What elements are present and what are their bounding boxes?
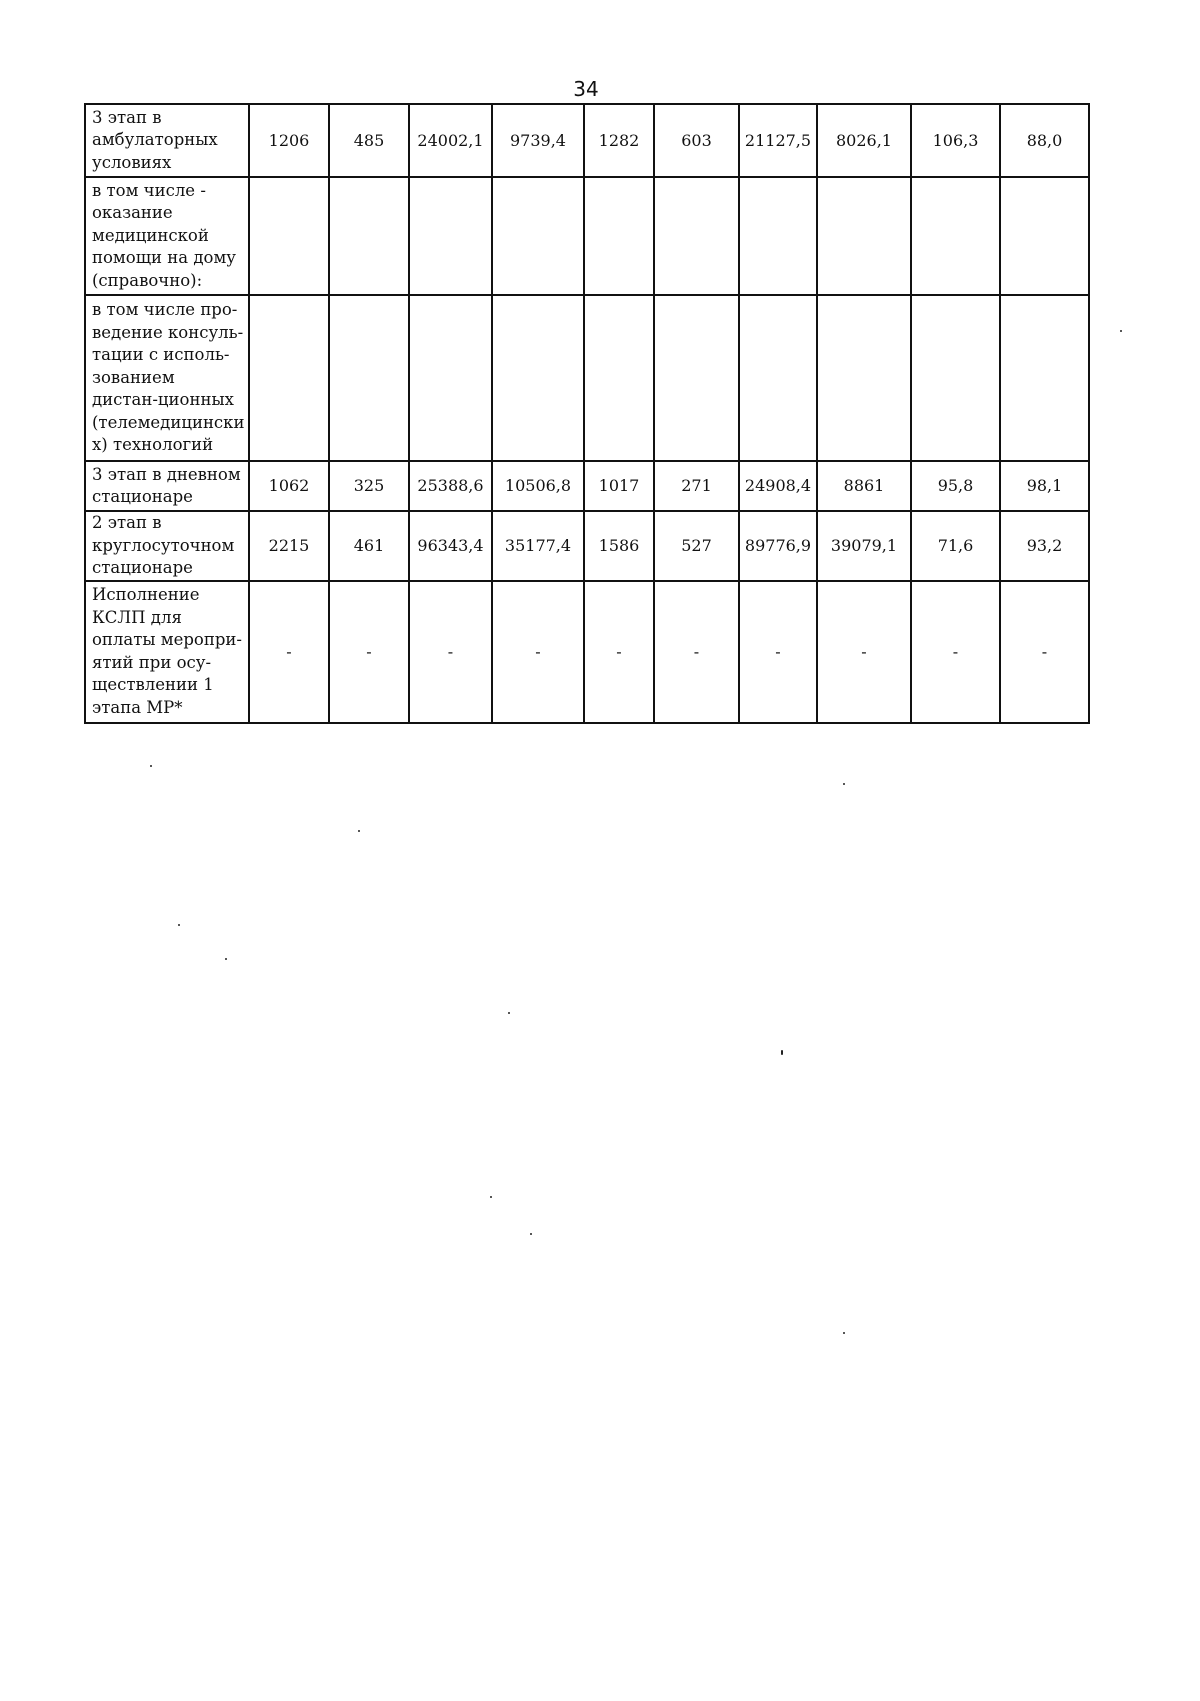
row-label: в том числе - оказание медицинской помощи на дому (справочно): — [85, 177, 249, 295]
table-row — [85, 581, 1089, 723]
table-cell — [739, 177, 817, 295]
table-cell: - — [329, 581, 409, 723]
scan-speck — [358, 830, 360, 832]
scan-speck — [508, 1012, 510, 1014]
table-cell — [654, 295, 739, 461]
scan-speck — [843, 1332, 845, 1334]
table-cell: 10506,8 — [492, 461, 584, 511]
table-cell — [1000, 295, 1089, 461]
table-cell: 1206 — [249, 104, 329, 177]
table-cell — [654, 177, 739, 295]
table-cell: - — [739, 581, 817, 723]
table-cell: - — [584, 581, 654, 723]
scan-speck — [781, 1050, 783, 1055]
scan-speck — [1120, 330, 1122, 332]
table-row — [85, 461, 1089, 511]
table-cell — [249, 295, 329, 461]
table-cell: 2215 — [249, 511, 329, 581]
table-row — [85, 104, 1089, 177]
table-cell — [739, 295, 817, 461]
table-cell: - — [911, 581, 1000, 723]
table-cell: 1282 — [584, 104, 654, 177]
table-cell — [911, 177, 1000, 295]
scan-speck — [225, 958, 227, 960]
table-cell — [911, 295, 1000, 461]
table-cell: 461 — [329, 511, 409, 581]
table-cell: 96343,4 — [409, 511, 492, 581]
table-cell — [817, 295, 911, 461]
table-cell — [584, 295, 654, 461]
table-cell: - — [409, 581, 492, 723]
table-cell — [492, 295, 584, 461]
table-cell: 8861 — [817, 461, 911, 511]
scan-speck — [843, 783, 845, 785]
scan-speck — [178, 924, 180, 926]
table-cell: 98,1 — [1000, 461, 1089, 511]
scan-speck — [530, 1233, 532, 1235]
table-cell: 1062 — [249, 461, 329, 511]
table-cell: 35177,4 — [492, 511, 584, 581]
table-cell — [249, 177, 329, 295]
table-cell: 1586 — [584, 511, 654, 581]
table-cell: 88,0 — [1000, 104, 1089, 177]
table-cell: 271 — [654, 461, 739, 511]
table-cell: 9739,4 — [492, 104, 584, 177]
row-label: в том числе про-ведение консуль-тации с исполь-зованием дистан-ционных (телемедицински х) технологий — [85, 295, 249, 461]
table-cell — [409, 177, 492, 295]
table-cell: 21127,5 — [739, 104, 817, 177]
table-row — [85, 295, 1089, 461]
table-cell: 89776,9 — [739, 511, 817, 581]
statistics-table — [84, 103, 1090, 724]
table-cell: 71,6 — [911, 511, 1000, 581]
table-cell: 527 — [654, 511, 739, 581]
table-cell: 25388,6 — [409, 461, 492, 511]
row-label: Исполнение КСЛП для оплаты меропри-ятий при осу-ществлении 1 этапа МР* — [85, 581, 249, 723]
table-cell — [409, 295, 492, 461]
table-cell: - — [817, 581, 911, 723]
table-cell: - — [249, 581, 329, 723]
table-cell — [584, 177, 654, 295]
table-row — [85, 511, 1089, 581]
row-label: 2 этап в круглосуточном стационаре — [85, 511, 249, 581]
table-cell: 95,8 — [911, 461, 1000, 511]
row-label: 3 этап в дневном стационаре — [85, 461, 249, 511]
table-cell — [329, 295, 409, 461]
table-cell: 325 — [329, 461, 409, 511]
table-cell: 603 — [654, 104, 739, 177]
table-cell: - — [1000, 581, 1089, 723]
scan-speck — [150, 765, 152, 767]
table-cell: 106,3 — [911, 104, 1000, 177]
table-cell: 24002,1 — [409, 104, 492, 177]
table-row — [85, 177, 1089, 295]
table-cell: 8026,1 — [817, 104, 911, 177]
table-cell: 485 — [329, 104, 409, 177]
page-number: 34 — [573, 77, 599, 101]
table-cell: - — [492, 581, 584, 723]
table-cell: 39079,1 — [817, 511, 911, 581]
scan-speck — [490, 1196, 492, 1198]
table-cell — [329, 177, 409, 295]
table-cell: 1017 — [584, 461, 654, 511]
table-cell — [492, 177, 584, 295]
row-label: 3 этап в амбулаторных условиях — [85, 104, 249, 177]
table-cell: - — [654, 581, 739, 723]
table-cell: 93,2 — [1000, 511, 1089, 581]
table-cell — [1000, 177, 1089, 295]
table-cell: 24908,4 — [739, 461, 817, 511]
table-cell — [817, 177, 911, 295]
